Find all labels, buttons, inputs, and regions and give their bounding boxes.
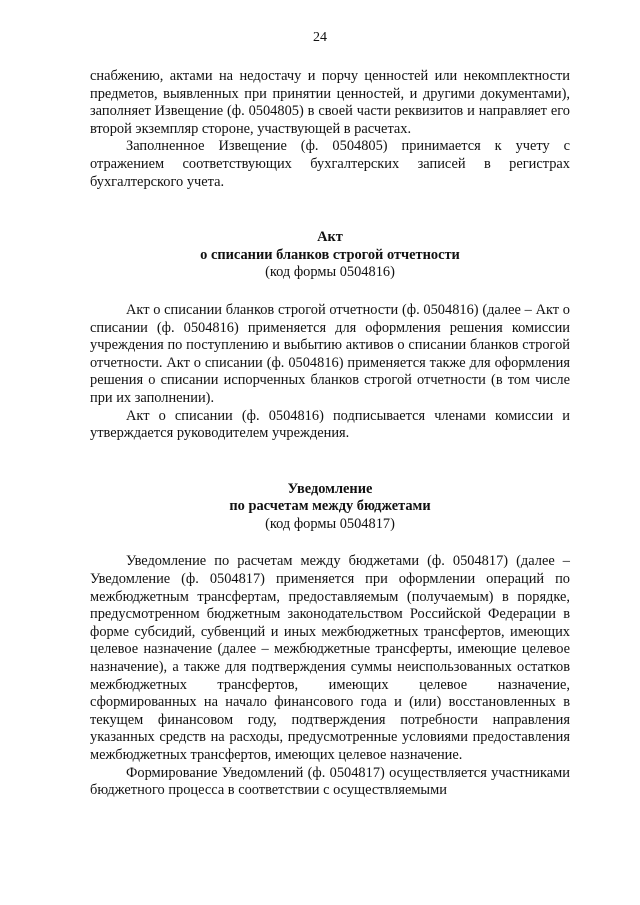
section-subtitle: по расчетам между бюджетами [229, 498, 431, 515]
spacer [90, 533, 570, 553]
page-content [90, 68, 570, 800]
act-paragraph-2: Акт о списании (ф. 0504816) подписывается членами комиссии и утверждается руководителем учреждения. [90, 407, 570, 442]
notice-paragraph-2: Формирование Уведомлений (ф. 0504817) осуществляется участниками бюджетного процесса в соответствии с осуществляемыми [90, 764, 570, 799]
notice-paragraph-1: Уведомление по расчетам между бюджетами (ф. 0504817) (далее – Уведомление (ф. 0504817) применяется при оформлении операций по межбюджетным трансфертам, предоставляемым (получаемым) в порядке, предусмотренном бюджетным законодательством Российской Федерации в форме субсидий, субвенций и иных межбюджетных трансфертов, имеющих целевое назначение (далее – межбюджетные трансферты, имеющие целевое назначение), а также для подтверждения суммы неиспользованных остатков межбюджетных трансфертов, имеющих целевое назначение, сформированных на начало финансового года и (или) восстановленных в текущем финансовом году, подтверждения потребности направления указанных средств на расходы, предусмотренные условиями предоставления межбюджетных трансфертов, имеющих целевое назначение. [90, 553, 570, 763]
section-title: Уведомление [287, 480, 373, 497]
section-heading-act [90, 229, 570, 282]
intro-paragraph-2: Заполненное Извещение (ф. 0504805) принимается к учету с отражением соответствующих бухгалтерских записей в регистрах бухгалтерского учета. [90, 138, 570, 190]
spacer [90, 191, 570, 229]
form-code: (код формы 0504817) [265, 515, 395, 532]
section-subtitle: о списании бланков строгой отчетности [200, 246, 460, 263]
section-heading-notice [90, 481, 570, 534]
form-code: (код формы 0504816) [265, 264, 395, 281]
spacer [90, 443, 570, 481]
page-number: 24 [313, 30, 327, 45]
spacer [90, 282, 570, 302]
act-paragraph-1: Акт о списании бланков строгой отчетности (ф. 0504816) (далее – Акт о списании (ф. 0504816) применяется для оформления решения комиссии учреждения по поступлению и выбытию активов о списании бланков строгой отчетности. Акт о списании (ф. 0504816) применяется также для оформления решения о списании испорченных бланков строгой отчетности (в том числе при их заполнении). [90, 301, 570, 406]
section-title: Акт [317, 229, 343, 246]
intro-paragraph-1: снабжению, актами на недостачу и порчу ценностей или некомплектности предметов, выявленных при принятии ценностей, и другими документами), заполняет Извещение (ф. 0504805) в своей части реквизитов и направляет его второй экземпляр стороне, участвующей в расчетах. [90, 68, 570, 137]
